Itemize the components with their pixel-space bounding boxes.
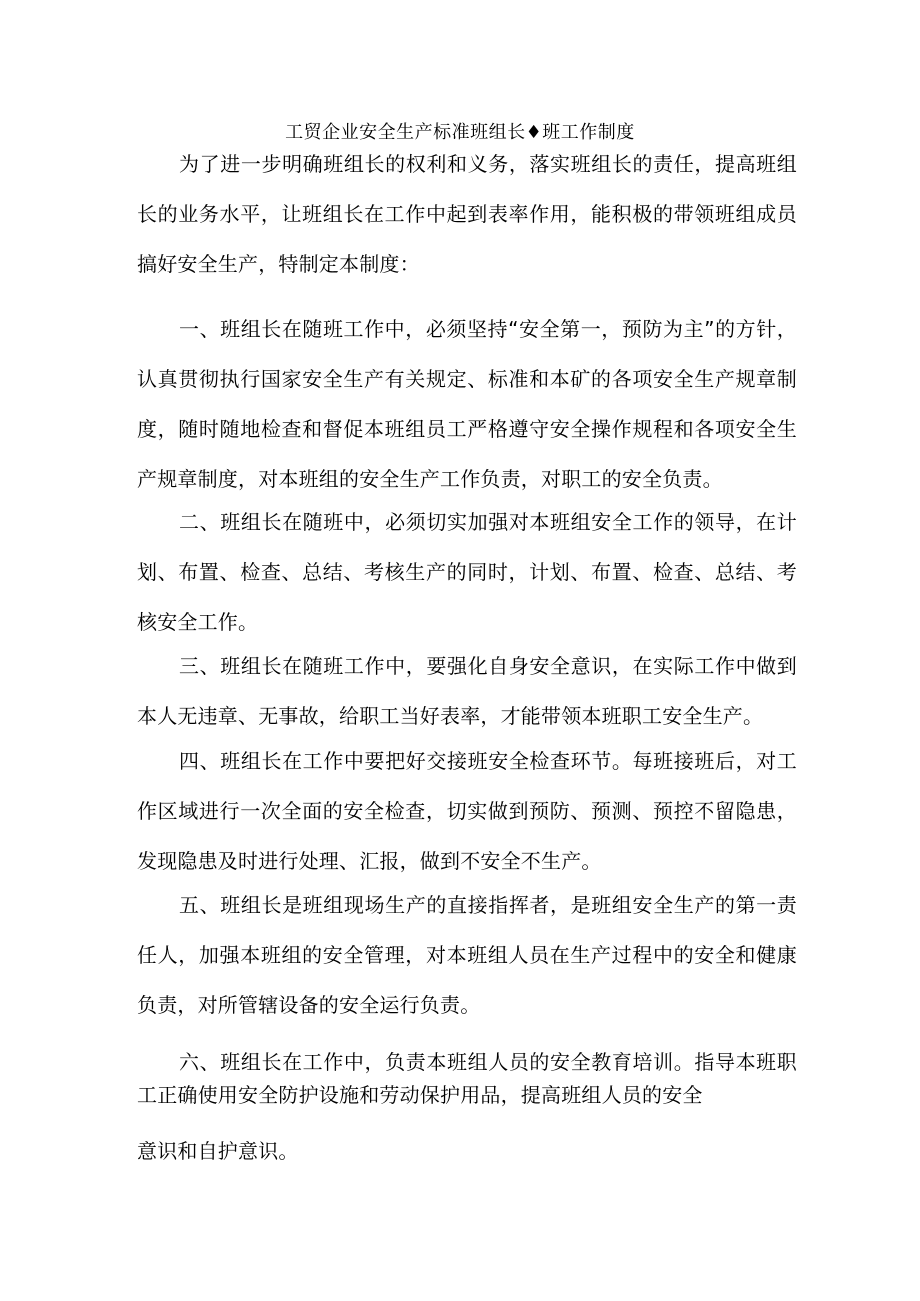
paragraph-text: 二、班组长在随班中，必须切实加强对本班组安全工作的领导，在计划、布置、检查、总结、考核生产的同时，计划、布置、检查、总结、考核安全工作。: [137, 510, 797, 634]
paragraph-text: 三、班组长在随班工作中，要强化自身安全意识，在实际工作中做到本人无违章、无事故，给职工当好表率，才能带领本班职工安全生产。: [137, 654, 797, 728]
paragraph-text: 为了进一步明确班组长的权利和义务，落实班组长的责任，提高班组长的业务水平，让班组长在工作中起到表率作用，能积极的带领班组成员搞好安全生产，特制定本制度：: [137, 152, 797, 276]
paragraph-text: 一、班组长在随班工作中，必须坚持“安全第一，预防为主”的方针，认真贯彻执行国家安全生产有关规定、标准和本矿的各项安全生产规章制度，随时随地检查和督促本班组员工严格遵守安全操作规程和各项安全生产规章制度，对本班组的安全生产工作负责，对职工的安全负责。: [137, 317, 797, 491]
paragraph-text: 五、班组长是班组现场生产的直接指挥者，是班组安全生产的第一责任人，加强本班组的安全管理，对本班组人员在生产过程中的安全和健康负责，对所管辖设备的安全运行负责。: [137, 893, 797, 1017]
paragraph-6-tail: 意识和自护意识。: [137, 1139, 299, 1163]
paragraph-text: 四、班组长在工作中要把好交接班安全检查环节。每班接班后，对工作区域进行一次全面的安全检查，切实做到预防、预测、预控不留隐患，发现隐患及时进行处理、汇报，做到不安全不生产。: [137, 749, 797, 873]
paragraph-intro: [137, 139, 797, 289]
paragraph-3: [137, 641, 797, 741]
paragraph-text: 六、班组长在工作中，负责本班组人员的安全教育培训。指导本班职工正确使用安全防护设施和劳动保护用品，提高班组人员的安全: [137, 1050, 797, 1107]
document-title: 工贸企业安全生产标准班组长♦班工作制度: [285, 122, 635, 143]
paragraph-5: [137, 880, 797, 1030]
paragraph-1: [137, 304, 797, 504]
paragraph-4: [137, 736, 797, 886]
paragraph-6: [137, 1046, 797, 1112]
paragraph-2: [137, 497, 797, 647]
